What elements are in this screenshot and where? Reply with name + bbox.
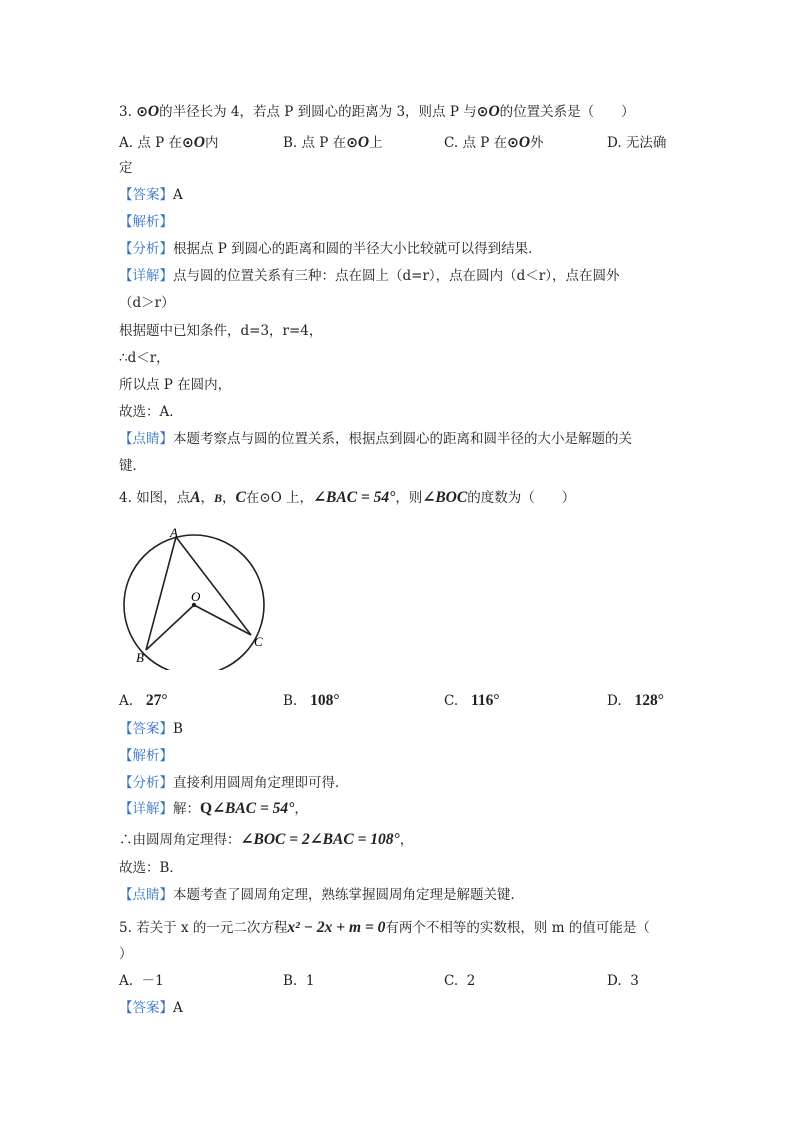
text-fragment: 5. [119,920,132,936]
q3-xiangjie-4: ∴d＜r， [119,350,170,366]
q5-option-c[interactable] [444,971,475,991]
text-fragment: 1 [305,973,315,989]
q3-answer [119,185,183,205]
q4-dianjing [119,885,524,905]
q3-xiangjie-2: （d＞r） [119,295,175,311]
angle-boc-math: ∠BOC [422,489,468,506]
text-fragment: 直接利用圆周角定理即可得． [173,775,349,791]
text-fragment: ， [399,832,414,848]
text-fragment: 【点睛】 [119,431,173,447]
segment-ob [146,605,194,650]
text-fragment: 108° [310,692,340,709]
q5-answer [119,998,183,1018]
circle-figure [118,522,278,670]
q4-xiangjie-2 [119,830,413,850]
text-fragment: Q [200,800,213,817]
text-fragment: ， [294,801,308,817]
text-fragment: ∠BOC = 2∠BAC = 108° [240,831,400,848]
text-fragment: ∴由圆周角定理得： [119,832,241,848]
text-fragment: D. [607,973,622,989]
text-fragment: 在⊙O 上， [245,490,314,506]
segment-oc [194,605,251,635]
text-fragment: A [190,489,201,506]
text-fragment: 点 P 在 [462,135,508,151]
text-fragment: －1 [141,973,164,989]
text-fragment: 根据点 P 到圆心的距离和圆的半径大小比较就可以得到结果． [173,241,542,257]
text-fragment: ⊙ [346,135,358,151]
q5-stem-cont: ） [119,946,133,962]
text-fragment: 无法确 [625,135,667,151]
text-fragment: C. [444,973,459,989]
text-fragment: 的位置关系是（ ） [499,104,635,120]
q5-option-d[interactable] [607,971,639,991]
text-fragment: 解： [173,801,200,817]
text-fragment: 的半径长为 4，若点 P 到圆心的距离为 3，则点 P 与 [159,104,477,120]
q4-xiangjie-3: 故选：B． [119,860,183,876]
text-fragment: 4. [119,490,132,506]
q4-option-a[interactable] [119,691,168,711]
text-fragment: ⊙ [476,104,489,120]
q3-analysis-tag: 【解析】 [119,214,173,230]
q5-stem [119,918,650,938]
text-fragment: 点 P 在 [301,135,347,151]
text-fragment: 116° [471,692,500,709]
q3-fenxi [119,239,542,259]
q3-xiangjie-3: 根据题中已知条件，d=3，r=4， [119,323,323,339]
q4-stem [119,488,575,508]
q5-option-b[interactable] [283,971,314,991]
q3-xiangjie-5: 所以点 P 在圆内， [119,377,232,393]
text-fragment: 本题考查了圆周角定理，熟练掌握圆周角定理是解题关键． [173,887,524,903]
text-fragment: 【分析】 [119,241,173,257]
label-b: B [136,650,144,665]
q3-option-b[interactable] [283,133,383,153]
q3-option-d-cont: 定 [119,160,133,176]
text-fragment: O [518,134,531,151]
text-fragment: 点 P 在 [137,135,183,151]
q3-option-a[interactable] [119,133,218,153]
q3-option-c[interactable] [444,133,544,153]
text-fragment: D. [607,693,622,709]
text-fragment: O [357,134,370,151]
text-fragment: ⊙ [507,135,519,151]
text-fragment: 内 [204,135,219,151]
label-a: A [170,525,178,540]
label-c: C [254,634,263,649]
text-fragment: O [193,134,205,151]
text-fragment: B. [283,973,298,989]
text-fragment: B. [283,135,298,151]
q3-stem [119,102,635,122]
text-fragment: 【详解】 [119,801,173,817]
text-fragment: 【答案】 [119,1000,173,1016]
q3-option-d[interactable] [607,133,666,153]
text-fragment: 27° [145,692,168,709]
text-fragment: B. [283,693,298,709]
angle-bac-math: ∠BAC = 54° [313,489,396,506]
text-fragment: 3 [630,973,639,989]
segment-ab [146,537,176,650]
circle-symbol: ⊙ [136,104,148,120]
text-fragment: 有两个不相等的实数根，则 m 的值可能是（ [385,920,650,936]
text-fragment: ， [200,490,215,506]
text-fragment: 3. [119,104,132,120]
text-fragment: O [147,103,160,120]
text-fragment: ∠BAC = 54° [212,800,295,817]
label-o: O [191,589,201,604]
q3-xiangjie-1 [119,266,620,286]
text-fragment: 外 [530,135,544,151]
text-fragment: A. [119,693,134,709]
text-fragment: C. [444,693,459,709]
text-fragment: C [235,489,246,506]
q4-option-c[interactable] [444,691,500,711]
text-fragment: ，则 [395,490,423,506]
text-fragment: A [173,187,183,203]
text-fragment: B [214,491,223,505]
q4-answer [119,719,183,739]
text-fragment: ， [222,490,236,506]
text-fragment: 128° [634,692,664,709]
q3-dianjing-1 [119,429,632,449]
text-fragment: 若关于 x 的一元二次方程 [136,920,288,936]
text-fragment: 2 [466,973,476,989]
text-fragment: A. [119,135,134,151]
text-fragment: C. [444,135,459,151]
text-fragment: 上 [369,135,383,151]
text-fragment: O [488,103,500,120]
q4-analysis-tag: 【解析】 [119,748,173,764]
text-fragment: 点与圆的位置关系有三种：点在圆上（d=r），点在圆内（d＜r），点在圆外 [173,268,620,284]
q4-fenxi [119,773,349,793]
q3-dianjing-2: 键． [119,458,146,474]
text-fragment: 【详解】 [119,268,173,284]
text-fragment: 的度数为（ ） [467,490,576,506]
q4-xiangjie-1 [119,799,308,819]
equation-math: x² − 2x + m = 0 [287,919,386,936]
text-fragment: A [173,1000,183,1016]
text-fragment: 如图，点 [136,490,191,506]
q3-xiangjie-6: 故选：A． [119,404,183,420]
q4-option-b[interactable] [283,691,340,711]
text-fragment: 本题考察点与圆的位置关系，根据点到圆心的距离和圆半径的大小是解题的关 [173,431,632,447]
q5-option-a[interactable] [119,971,164,991]
text-fragment: 【答案】 [119,721,173,737]
text-fragment: 【答案】 [119,187,173,203]
text-fragment: 【分析】 [119,775,173,791]
text-fragment: B [173,721,183,737]
q4-option-d[interactable] [607,691,664,711]
text-fragment: A. [119,973,134,989]
text-fragment: D. [607,135,622,151]
text-fragment: ⊙ [182,135,194,151]
text-fragment: 【点睛】 [119,887,173,903]
